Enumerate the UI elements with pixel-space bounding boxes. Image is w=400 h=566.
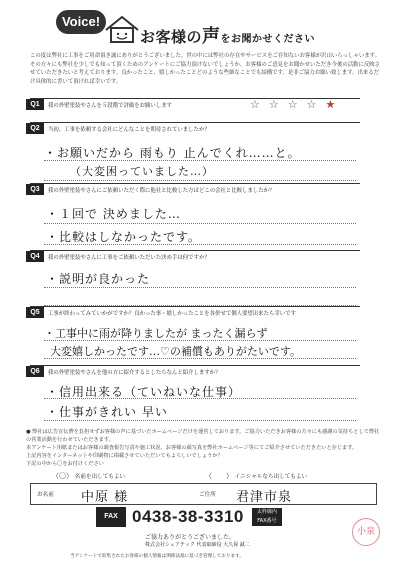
page-title: お客様の声をお聞かせください — [140, 26, 316, 47]
divider — [44, 180, 356, 181]
answer-q6-line1: ・信用出来る（ていねいな仕事） — [46, 385, 242, 399]
thanks-text: ご協力ありがとうございました。 — [145, 534, 236, 541]
fax-row — [96, 507, 282, 527]
fax-badge: 太枠線内 FAX番号 — [252, 508, 282, 526]
rating-stars: ☆☆☆☆★ — [250, 98, 345, 111]
house-smile-icon — [102, 14, 142, 44]
divider — [44, 223, 356, 224]
answer-q3-line1: ・１回で 決めました… — [46, 207, 181, 221]
question-q1: Q1 我の外壁塗装やさんを５段階で評価をお願いします — [30, 98, 360, 110]
name-address-box — [30, 483, 377, 505]
question-q2: Q2 当初、工事を依頼する会社にどんなことを期待されていましたか？ — [30, 122, 360, 134]
divider — [44, 420, 356, 421]
question-q3: Q3 我の外壁塗装やさんにご依頼いただく際に他社と比較した方はどこの会社と比較しましたか？ — [30, 183, 360, 195]
answer-q3-line2: ・比較はしなかったです。 — [46, 230, 202, 244]
divider — [44, 358, 356, 359]
address-label: ご住所 — [199, 492, 216, 498]
note-consent-question: 上記内容をインターネットや印刷物に掲載させていただいてもよろしいでしょうか？ — [26, 453, 223, 459]
answer-q6-line2: ・仕事がきれい 早い — [46, 405, 168, 419]
company-text: 株式会社シェアテック 代表取締役 大久保 誠二 — [145, 542, 250, 548]
note-publication: 本アンケート用紙またはお客様の調査報告写真や施工状況、お客様の顔写真を弊社ホームページ等にてご紹介させていただきたいと存じます。 — [26, 445, 358, 451]
consent-option-initial[interactable]: （ ） イニシャルなら出してもよい — [205, 472, 308, 480]
answer-q2-line1: ・お願いだから 雨もり 止んでくれ……と。 — [44, 146, 301, 160]
selected-star-icon: ★ — [325, 98, 345, 111]
seal-stamp: 小泉 — [352, 518, 380, 546]
question-q4: Q4 我の外壁塗装やさんに工事をご依頼いただいた決め手は何ですか？ — [30, 250, 360, 262]
note-ad-policy: ● 弊社は広告宣伝費を負担せずお客様の声に基づいたホームページだけを運営しております。ご協力いただきお客様の方々にも感謝の気持ちとして弊社の営業活動を行わせていただきます。 — [26, 429, 380, 443]
fax-icon: FAX — [96, 507, 126, 527]
name-value: 中原 様 — [81, 490, 129, 505]
answer-q5-line2: 大変嬉しかったです…♡の補償もありがたいです。 — [50, 345, 301, 358]
answer-q5-line1: ・工事中に雨が降りましたが まったく漏らず — [44, 327, 268, 340]
voice-badge: Voice! — [56, 10, 106, 34]
divider — [44, 160, 356, 161]
consent-option-name[interactable]: （〇） 名前を出してもよい — [52, 472, 126, 480]
divider — [44, 244, 356, 245]
privacy-text: 当アンケートで収集されたお客様の個人情報は関係法規に基づき管理しております。 — [70, 554, 244, 559]
divider — [44, 340, 356, 341]
note-instruction: 下記の中から〇をお付けください — [26, 461, 104, 467]
question-q5: Q5 工事が終わってみていかがですか？良かった事・嬉しかったことを各併せて個人要望出来たら幸いです — [30, 306, 360, 318]
fax-number: 0438-38-3310 — [132, 507, 244, 526]
answer-q2-line2: （大変困っていました…） — [70, 165, 214, 178]
answer-q4-line1: ・説明が良かった — [46, 272, 151, 286]
question-q6: Q6 我の外壁塗装やさんを他の方に紹介するとしたらなんと紹介しますか？ — [30, 365, 360, 377]
divider — [44, 287, 356, 288]
divider — [44, 398, 356, 399]
name-label: お名前 — [37, 492, 54, 498]
intro-text: この度は弊社に工事をご用命頂き誠にありがとうございました。世の中には弊社の存在やサービスをご存知ないお客様が沢山いらっしゃいます。その方々にも弊社を少しでも知って頂くためのアンケートにご協力頂けないでしょうか。お客様のご意見をお聞かせいただき今後の活動に反映させていただきたいと考えております。良かったこと、嬉しかったことどのような些細なことでも結構です。是非ご協力お願い致します。出来るだけ具体的に書いて頂ければ幸いです。 — [30, 53, 381, 85]
address-value: 君津市泉 — [236, 490, 293, 505]
